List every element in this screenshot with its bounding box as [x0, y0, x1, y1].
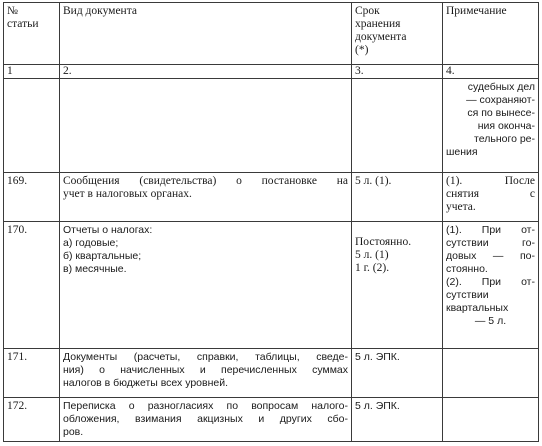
note-line: (2). При от- — [446, 276, 535, 288]
col-number-cell: 3. — [352, 65, 443, 79]
row-term-cell — [352, 398, 443, 442]
row-num-cell: 171. — [4, 349, 60, 398]
row-num-cell: 170. — [4, 222, 60, 349]
row-doc-cell — [60, 349, 352, 398]
note-line: стоянно. — [446, 263, 488, 275]
header-term-cell — [352, 3, 443, 65]
doc-line: Сообщения (свидетельства) о постановке на — [63, 175, 348, 187]
doc-line: учет в налоговых органах. — [63, 188, 192, 200]
row-note-cell — [443, 349, 539, 398]
continuation-note-cell — [443, 79, 539, 173]
table-row — [4, 398, 539, 442]
continuation-doc-cell — [60, 79, 352, 173]
row-term-cell — [352, 173, 443, 222]
row-num-cell: 172. — [4, 398, 60, 442]
term-line: 5 л. ЭПК. — [355, 351, 400, 363]
table-row — [4, 222, 539, 349]
doc-line: Переписка о разногласиях по вопросам налого- — [63, 400, 348, 412]
note-line: довых — по- — [446, 250, 535, 262]
header-term-line: Срок — [355, 5, 380, 17]
table-header-row — [4, 3, 539, 65]
header-doc-type: Вид документа — [63, 5, 137, 17]
doc-line: б) квартальные; — [63, 250, 142, 262]
note-line: (1). При от- — [446, 224, 535, 236]
header-term-line: документа — [355, 31, 407, 43]
term-line: Постоянно. — [355, 236, 412, 248]
doc-line: а) годовые; — [63, 237, 119, 249]
note-line: сутствии — [446, 289, 489, 301]
note-line: квартальных — [446, 302, 509, 314]
term-line: 5 л. (1). — [355, 175, 392, 187]
note-line: тельного ре- — [474, 133, 535, 145]
header-doc-type-cell — [60, 3, 352, 65]
note-line: судебных дел — [467, 81, 535, 93]
note-line: шения — [446, 146, 478, 158]
row-doc-cell — [60, 398, 352, 442]
doc-line: в) месячные. — [63, 263, 127, 275]
note-line: ся по вынесе- — [467, 107, 535, 119]
header-num-cell — [4, 3, 60, 65]
row-note-cell — [443, 222, 539, 349]
note-line: снятия с — [446, 188, 535, 200]
col-number-cell: 4. — [443, 65, 539, 79]
row-note-cell — [443, 398, 539, 442]
column-number-row — [4, 65, 539, 79]
term-line: 5 л. (1) — [355, 249, 389, 261]
continuation-num-cell — [4, 79, 60, 173]
note-line: — сохраняют- — [466, 94, 535, 106]
row-term-cell — [352, 222, 443, 349]
doc-line: обложения, взимания акцизных и других сбо- — [63, 413, 348, 425]
header-note: Примечание — [446, 5, 507, 17]
row-doc-cell — [60, 173, 352, 222]
header-term-line: (*) — [355, 44, 369, 56]
doc-line: ния) о начисленных и перечисленных суммах — [63, 364, 348, 376]
table-row — [4, 349, 539, 398]
row-term-cell — [352, 349, 443, 398]
doc-line: Документы (расчеты, справки, таблицы, сведе- — [63, 351, 348, 363]
col-number-cell: 2. — [60, 65, 352, 79]
row-doc-cell — [60, 222, 352, 349]
note-line: — 5 л. — [474, 315, 507, 327]
doc-line: Отчеты о налогах: — [63, 224, 153, 236]
doc-line: ров. — [63, 426, 84, 438]
doc-line: налогов в бюджеты всех уровней. — [63, 377, 229, 389]
note-line: (1). После — [446, 175, 535, 187]
header-term-line: хранения — [355, 18, 401, 30]
col-number-cell: 1 — [4, 65, 60, 79]
note-line: учета. — [446, 201, 476, 213]
header-num-line: статьи — [7, 18, 39, 30]
header-num-line: № — [7, 5, 18, 17]
row-num-cell: 169. — [4, 173, 60, 222]
header-note-cell — [443, 3, 539, 65]
retention-table — [3, 2, 539, 442]
continuation-row — [4, 79, 539, 173]
row-note-cell — [443, 173, 539, 222]
term-line: 5 л. ЭПК. — [355, 400, 400, 412]
term-line: 1 г. (2). — [355, 262, 390, 274]
note-line: сутствии го- — [446, 237, 535, 249]
note-line: ния оконча- — [477, 120, 535, 132]
table-row — [4, 173, 539, 222]
continuation-term-cell — [352, 79, 443, 173]
